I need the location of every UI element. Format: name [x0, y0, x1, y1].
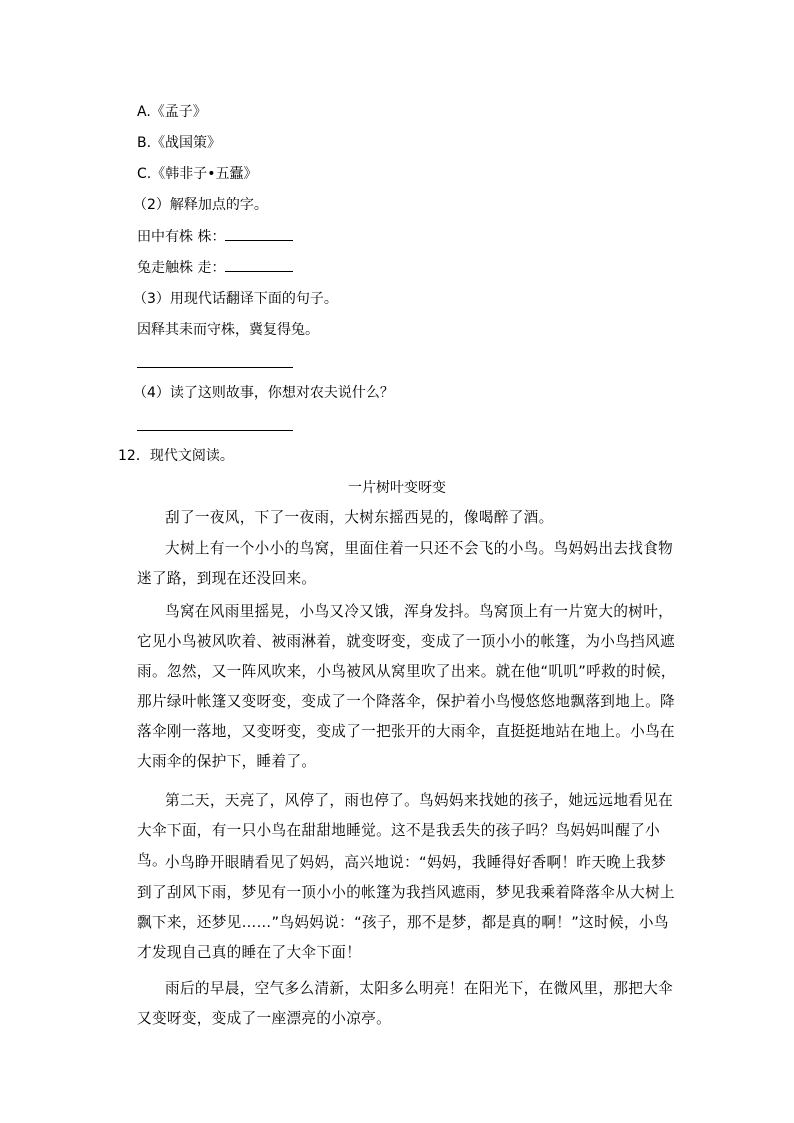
story-title: 一片树叶变呀变: [348, 480, 446, 496]
option-a-text: 《孟子》: [150, 104, 207, 120]
option-c-text: 《韩非子•五蠹》: [151, 166, 258, 182]
part4-answer-line[interactable]: [137, 430, 293, 431]
story-paragraph: 刮了一夜风，下了一夜雨，大树东摇西晃的，像喝醉了酒。: [165, 509, 554, 526]
story-paragraph: 鸟窝在风雨里摇晃，小鸟又冷又饿，浑身发抖。鸟窝顶上有一片宽大的树叶，它见小鸟被风吹着、被雨淋着，就变呀变，变成了一顶小小的帐篷，为小鸟挡风遮雨。忽然，又一阵风吹来，小鸟被风从窝里吹了出来。就在他“叽叽”呼救的时候，那片绿叶帐篷又变呀变，变成了一个降落伞，保护着小鸟慢悠悠地飘落到地上。降落伞刚一落地，又变呀变，变成了一把张开的大雨伞，直挺挺地站在地上。小鸟在大雨伞的保护下，睡着了。: [137, 603, 676, 770]
part4-prompt: （4）读了这则故事，你想对农夫说什么？: [133, 385, 394, 401]
option-a-label: A.: [137, 104, 151, 120]
question12-heading: 12．现代文阅读。: [118, 448, 234, 464]
part2-item2: [137, 258, 293, 278]
story-paragraph: 雨后的早晨，空气多么清新，太阳多么明亮！在阳光下，在微风里，那把大伞又变呀变，变成了一座漂亮的小凉亭。: [137, 980, 674, 1027]
story-paragraph: 大树上有一个小小的鸟窝，里面住着一只还不会飞的小鸟。鸟妈妈出去找食物迷了路，到现在还没回来。: [137, 540, 674, 587]
option-b-text: 《战国策》: [151, 135, 222, 151]
option-c: [137, 164, 258, 184]
part3-sentence: 因释其耒而守株，冀复得兔。: [137, 322, 319, 338]
option-a: [137, 102, 207, 122]
part3-prompt: （3）用现代话翻译下面的句子。: [133, 291, 338, 307]
story-paragraph: 第二天，天亮了，风停了，雨也停了。鸟妈妈来找她的孩子，她远远地看见在大伞下面，有一只小鸟在甜甜地睡觉。这不是我丢失的孩子吗？鸟妈妈叫醒了小鸟。: [137, 792, 674, 869]
answer-blank-zou[interactable]: [225, 258, 293, 272]
part2-item1: [137, 227, 293, 247]
option-b-label: B.: [137, 135, 152, 151]
option-c-label: C.: [137, 166, 152, 182]
answer-blank-zhu[interactable]: [225, 227, 293, 241]
part2-item2-text: 兔走触株 走：: [137, 260, 226, 276]
option-b: [137, 133, 221, 153]
part3-answer-line[interactable]: [137, 367, 293, 368]
part2-prompt: （2）解释加点的字。: [133, 197, 268, 213]
story-paragraph: 小鸟睁开眼睛看见了妈妈，高兴地说：“妈妈，我睡得好香啊！昨天晚上我梦到了刮风下雨，梦见有一顶小小的帐篷为我挡风遮雨，梦见我乘着降落伞从大树上飘下来，还梦见……”鸟妈妈说：“孩子，那不是梦，都是真的啊！”这时候，小鸟才发现自己真的睡在了大伞下面！: [137, 854, 675, 961]
part2-item1-text: 田中有株 株：: [137, 229, 226, 245]
